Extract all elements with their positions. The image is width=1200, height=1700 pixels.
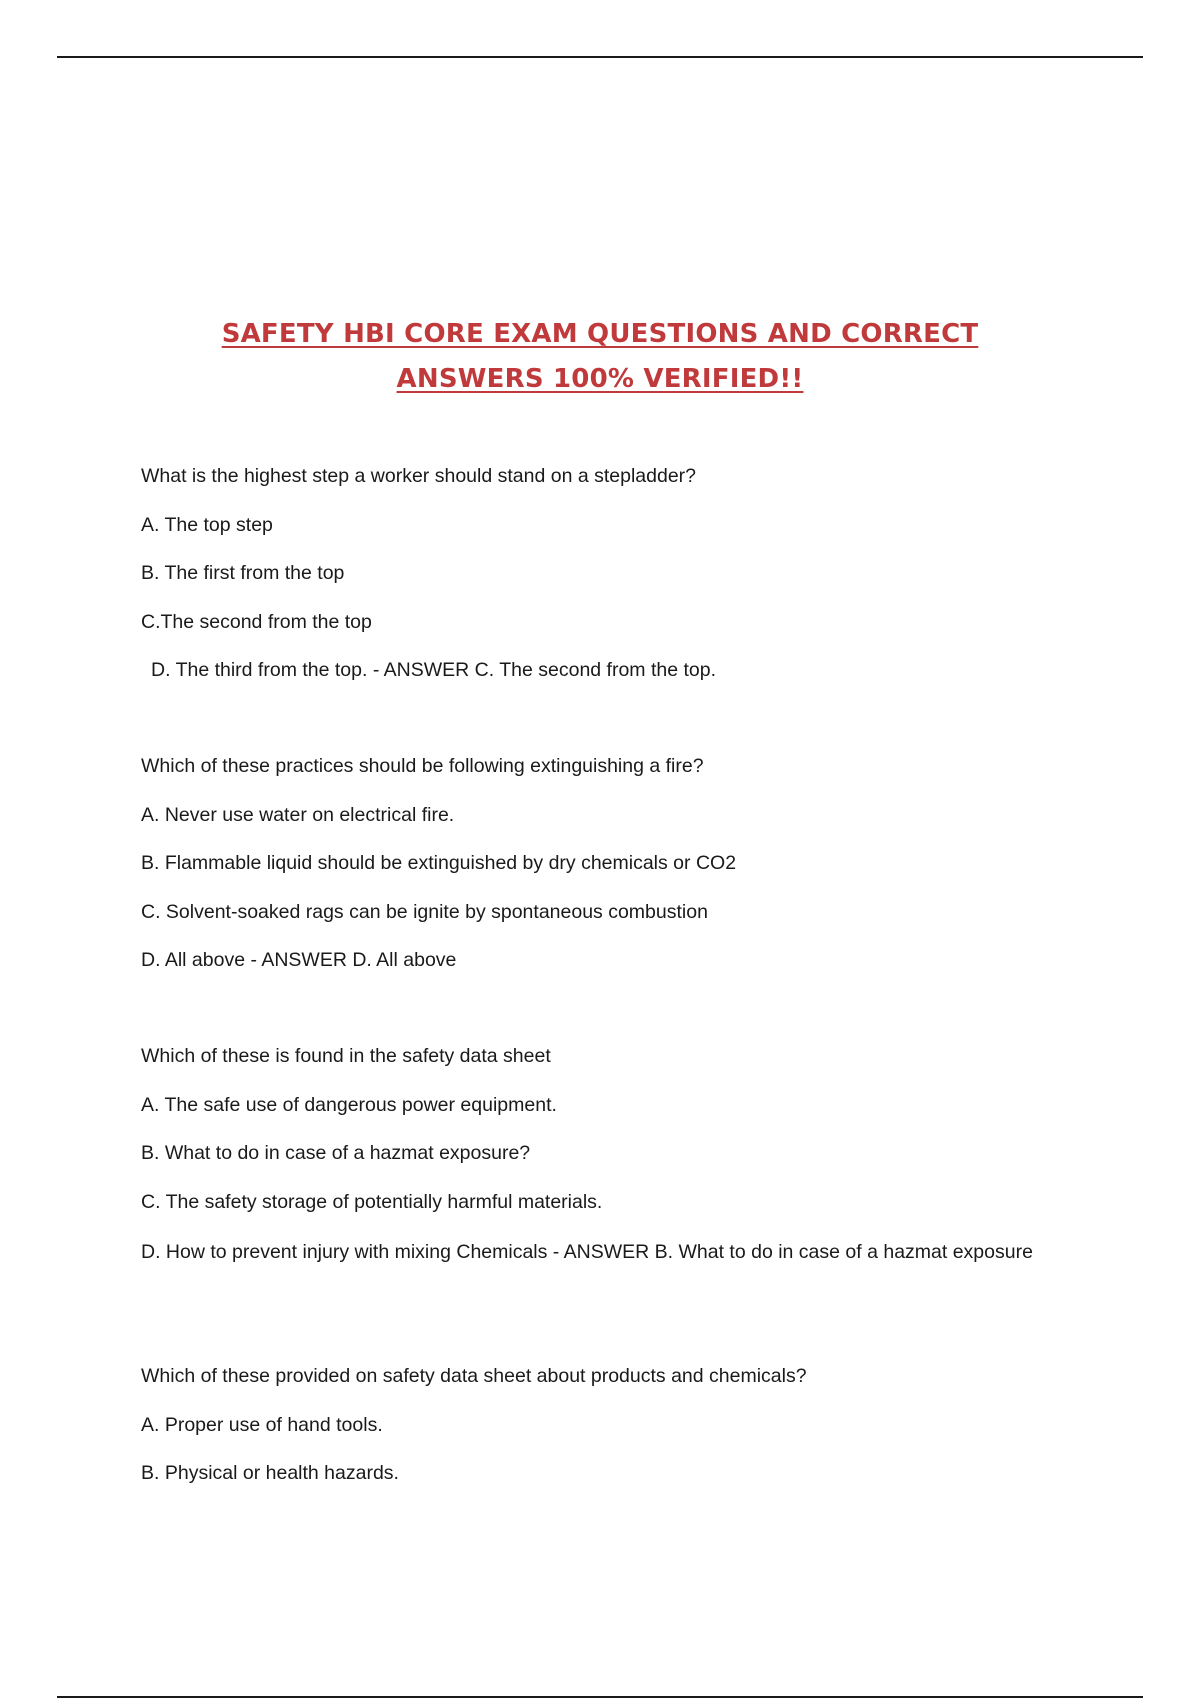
answer-option: A. Proper use of hand tools.	[141, 1413, 383, 1436]
bottom-rule	[57, 1696, 1143, 1698]
top-rule	[57, 56, 1143, 58]
answer-option: A. Never use water on electrical fire.	[141, 803, 455, 826]
answer-option: B. Flammable liquid should be extinguished by dry chemicals or CO2	[141, 852, 737, 874]
answer-option: D. All above - ANSWER D. All above	[141, 949, 457, 971]
question-text: Which of these practices should be following extinguishing a fire?	[141, 755, 704, 777]
answer-option: C. Solvent-soaked rags can be ignite by spontaneous combustion	[141, 900, 708, 923]
question-block	[141, 464, 1041, 754]
question-block	[141, 754, 1041, 1044]
answer-option: D. How to prevent injury with mixing Chemicals - ANSWER B. What to do in case of a hazmat exposure	[141, 1241, 1033, 1263]
question-list	[141, 464, 1041, 1654]
answer-option: B. The first from the top	[141, 562, 345, 584]
title-line-2: ANSWERS 100% VERIFIED!!	[396, 364, 804, 394]
title-line-1: SAFETY HBI CORE EXAM QUESTIONS AND CORRECT	[221, 319, 979, 349]
answer-option: C. The safety storage of potentially harmful materials.	[141, 1190, 603, 1213]
question-block	[141, 1364, 1041, 1654]
answer-option: D. The third from the top. - ANSWER C. The second from the top.	[151, 659, 717, 681]
question-text: Which of these is found in the safety data sheet	[141, 1045, 551, 1067]
question-block	[141, 1044, 1041, 1364]
question-text: What is the highest step a worker should stand on a stepladder?	[141, 465, 696, 487]
question-text: Which of these provided on safety data sheet about products and chemicals?	[141, 1365, 807, 1387]
document-title	[0, 312, 1200, 402]
answer-option: C.The second from the top	[141, 610, 372, 633]
answer-option: A. The safe use of dangerous power equipment.	[141, 1093, 557, 1116]
answer-option: B. What to do in case of a hazmat exposure?	[141, 1142, 531, 1164]
answer-option: B. Physical or health hazards.	[141, 1462, 399, 1484]
answer-option: A. The top step	[141, 513, 273, 536]
